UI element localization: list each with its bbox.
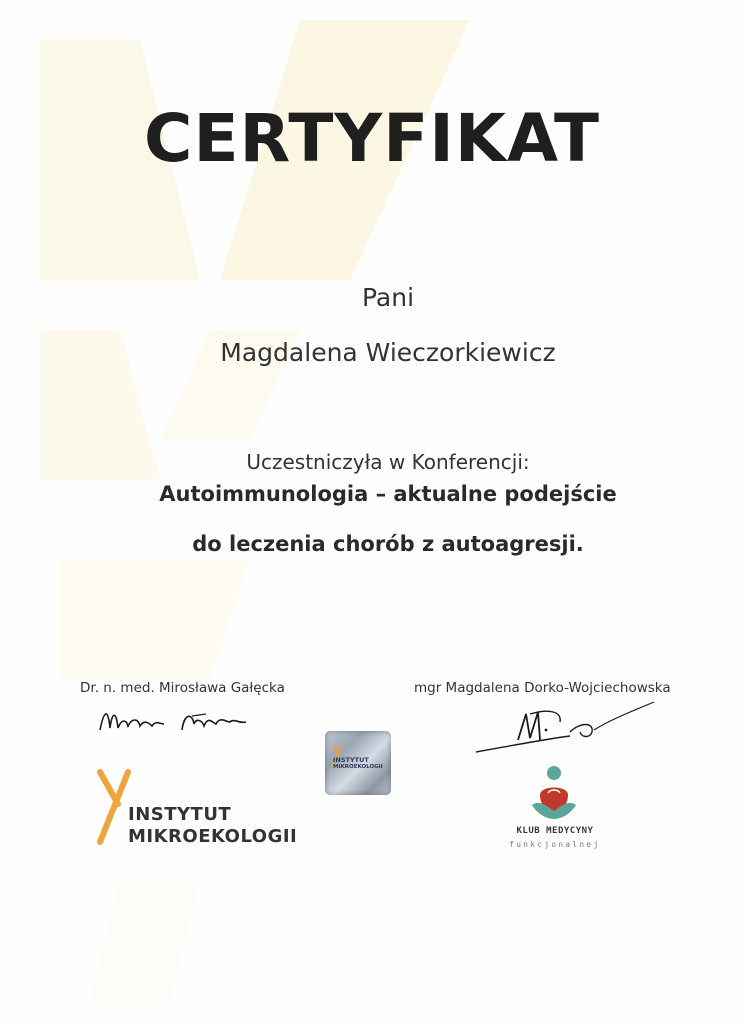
- participation-text: Uczestniczyła w Konferencji:: [246, 450, 530, 474]
- recipient-name: Magdalena Wieczorkiewicz: [220, 338, 556, 367]
- conference-title-line1: Autoimmunologia – aktualne podejście: [159, 482, 617, 506]
- right-signature: [470, 700, 660, 760]
- left-signatory-name: Dr. n. med. Mirosława Gałęcka: [80, 680, 285, 696]
- right-signatory-name: mgr Magdalena Dorko-Wojciechowska: [414, 680, 671, 696]
- hologram-text-line1: INSTYTUT: [333, 756, 369, 764]
- conference-title-line2: do leczenia chorób z autoagresji.: [192, 532, 584, 556]
- club-logo-icon: [530, 763, 578, 823]
- institute-logo: [96, 768, 326, 848]
- salutation: Pani: [361, 283, 415, 312]
- institute-name-line2: MIKROEKOLOGII: [128, 826, 298, 847]
- hologram-text-line2: MIKROEKOLOGII: [333, 764, 383, 770]
- certificate-title: CERTYFIKAT: [144, 100, 600, 177]
- club-name: KLUB MEDYCYNY: [516, 826, 594, 836]
- left-signature: [96, 700, 256, 742]
- institute-name-line1: INSTYTUT: [128, 804, 232, 825]
- hologram-seal: [325, 731, 391, 795]
- club-subtitle: funkcjonalnej: [509, 840, 601, 849]
